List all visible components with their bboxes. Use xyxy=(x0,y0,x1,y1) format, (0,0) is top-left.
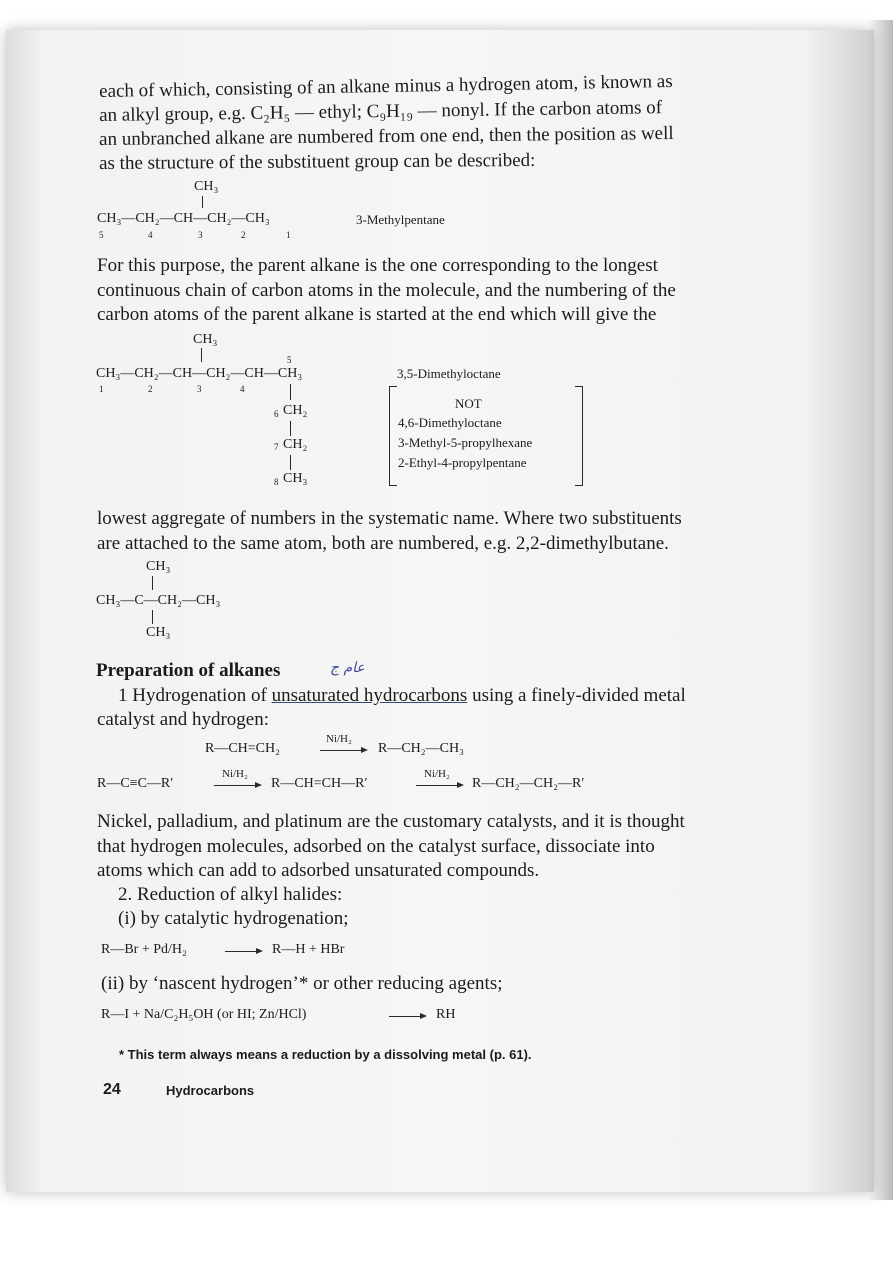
product: R—H + HBr xyxy=(272,942,345,957)
reaction-arrow xyxy=(320,750,366,751)
carbon-number: 1 xyxy=(286,230,291,240)
paragraph-4-line-1: Nickel, palladium, and platinum are the customary catalysts, and it is thought xyxy=(97,811,685,832)
carbon-number: 4 xyxy=(240,384,245,394)
intermediate: R—CH=CH—R′ xyxy=(271,776,368,791)
catalyst: Ni/H₂ xyxy=(222,768,248,780)
methyl-branch: CH₃ xyxy=(193,332,218,347)
paragraph-2-line-1: For this purpose, the parent alkane is the one corresponding to the longest xyxy=(97,255,658,276)
carbon-number: 3 xyxy=(198,230,203,240)
paragraph-3-line-1: lowest aggregate of numbers in the systematic name. Where two substituents xyxy=(97,508,682,529)
footnote: * This term always means a reduction by a dissolving metal (p. 61). xyxy=(119,1047,532,1062)
paragraph-1-line-1: each of which, consisting of an alkane minus a hydrogen atom, is known as xyxy=(98,70,673,102)
methyl-bottom: CH₃ xyxy=(146,625,171,640)
carbon-number: 1 xyxy=(99,384,104,394)
reduction-sub-1: (i) by catalytic hydrogenation; xyxy=(118,908,349,929)
bond-vertical xyxy=(152,610,153,624)
reactant: R—Br + Pd/H₂ xyxy=(101,942,187,957)
reactant: R—C≡C—R′ xyxy=(97,776,174,791)
chain-group: CH₃ xyxy=(283,471,308,486)
underlined-term: unsaturated hydrocarbons xyxy=(271,685,468,706)
bond-vertical xyxy=(201,348,202,362)
reaction-arrow xyxy=(225,951,261,952)
paragraph-2-line-3: carbon atoms of the parent alkane is started at the end which will give the xyxy=(97,304,657,325)
bond-vertical xyxy=(202,196,203,208)
running-footer: Hydrocarbons xyxy=(166,1083,255,1098)
paragraph-2-line-2: continuous chain of carbon atoms in the molecule, and the numbering of the xyxy=(97,280,676,301)
product: RH xyxy=(436,1007,456,1022)
reaction-arrow xyxy=(416,785,462,786)
carbon-number: 5 xyxy=(287,355,292,365)
section-heading: Preparation of alkanes xyxy=(96,660,281,681)
reaction-arrow xyxy=(389,1016,425,1017)
reaction-arrow xyxy=(214,785,260,786)
carbon-number: 4 xyxy=(148,230,153,240)
paragraph-4-line-3: atoms which can add to adsorbed unsaturated compounds. xyxy=(97,860,540,881)
bond-vertical xyxy=(152,576,153,590)
text: using a finely-divided metal xyxy=(467,685,686,706)
text: 1 Hydrogenation of xyxy=(118,685,272,706)
bracket-right xyxy=(575,386,583,486)
carbon-number: 7 xyxy=(274,442,279,452)
paragraph-1-line-3: an unbranched alkane are numbered from one end, then the position as well xyxy=(98,122,674,150)
wrong-name: 3-Methyl-5-propylhexane xyxy=(398,435,533,450)
carbon-number: 3 xyxy=(197,384,202,394)
paragraph-4-line-2: that hydrogen molecules, adsorbed on the catalyst surface, dissociate into xyxy=(97,836,655,857)
chain-group: CH₂ xyxy=(283,437,308,452)
not-label: NOT xyxy=(455,396,482,411)
catalyst: Ni/H₂ xyxy=(424,768,450,780)
reactant: R—I + Na/C₂H₅OH (or HI; Zn/HCl) xyxy=(101,1007,307,1022)
main-chain: CH₃—C—CH₂—CH₃ xyxy=(96,593,221,608)
carbon-number: 2 xyxy=(148,384,153,394)
product: R—CH₂—CH₂—R′ xyxy=(472,776,585,791)
carbon-number: 6 xyxy=(274,409,279,419)
paragraph-1-line-4: as the structure of the substituent group can be described: xyxy=(98,149,536,174)
methyl-branch: CH₃ xyxy=(194,179,219,194)
carbon-number: 8 xyxy=(274,477,279,487)
bracket-left xyxy=(389,386,397,486)
main-chain: CH₃—CH₂—CH—CH₂—CH—CH₃ xyxy=(96,366,303,381)
compound-name: 3-Methylpentane xyxy=(356,212,445,227)
bond-vertical xyxy=(290,455,291,470)
compound-name: 3,5-Dimethyloctane xyxy=(397,366,501,381)
hydrogenation-line-2: catalyst and hydrogen: xyxy=(97,709,270,730)
methyl-top: CH₃ xyxy=(146,559,171,574)
page-edge-shadow xyxy=(867,20,893,1200)
carbon-number: 5 xyxy=(99,230,104,240)
reactant: R—CH=CH₂ xyxy=(205,741,281,756)
page-number: 24 xyxy=(103,1081,121,1098)
main-chain: CH₃—CH₂—CH—CH₂—CH₃ xyxy=(97,211,270,226)
wrong-name: 2-Ethyl-4-propylpentane xyxy=(398,455,527,470)
reduction-title: 2. Reduction of alkyl halides: xyxy=(118,884,343,905)
bond-vertical xyxy=(290,421,291,436)
reduction-sub-2: (ii) by ‘nascent hydrogen’* or other reducing agents; xyxy=(101,973,503,994)
handwritten-annotation: عام ج xyxy=(330,660,365,676)
paragraph-3-line-2: are attached to the same atom, both are numbered, e.g. 2,2-dimethylbutane. xyxy=(97,533,669,554)
paragraph-1-line-2: an alkyl group, e.g. C₂H₅ — ethyl; C₉H₁₉ — nonyl. If the carbon atoms of xyxy=(98,97,663,126)
product: R—CH₂—CH₃ xyxy=(378,741,464,756)
chain-group: CH₂ xyxy=(283,403,308,418)
wrong-name: 4,6-Dimethyloctane xyxy=(398,415,502,430)
bond-vertical xyxy=(290,384,291,400)
carbon-number: 2 xyxy=(241,230,246,240)
catalyst: Ni/H₂ xyxy=(326,733,352,745)
hydrogenation-line-1 xyxy=(118,686,686,705)
